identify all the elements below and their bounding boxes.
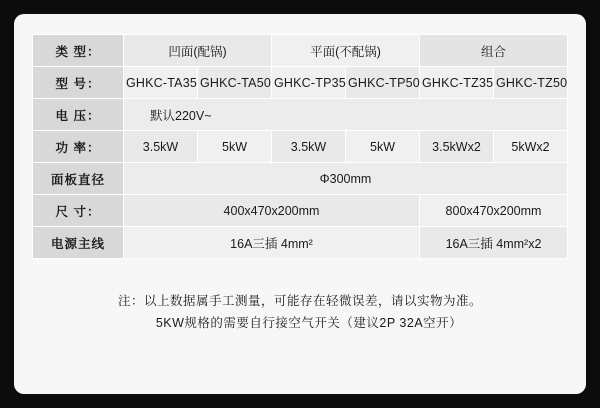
footnote-line-1: 注：以上数据属手工测量，可能存在轻微误差，请以实物为准。: [117, 294, 482, 308]
table-cell: 5kW: [346, 131, 420, 163]
row-label: 电 压：: [33, 99, 124, 131]
row-label: 尺 寸：: [33, 195, 124, 227]
table-cell: 默认220V~: [124, 99, 568, 131]
table-cell: GHKC-TZ50: [494, 67, 568, 99]
table-cell: 16A三插 4mm²: [124, 227, 420, 259]
table-row: [33, 67, 568, 99]
table-row: [33, 35, 568, 67]
table-cell: 组合: [420, 35, 568, 67]
table-cell: 800x470x200mm: [420, 195, 568, 227]
table-cell: GHKC-TP35: [272, 67, 346, 99]
footnote-block: [32, 290, 568, 334]
table-cell: 400x470x200mm: [124, 195, 420, 227]
table-cell: 3.5kW: [124, 131, 198, 163]
table-cell: 5kWx2: [494, 131, 568, 163]
row-label: 电源主线: [33, 227, 124, 259]
table-cell: GHKC-TA50: [198, 67, 272, 99]
spec-sheet-card: [14, 14, 586, 394]
specification-table: [32, 34, 568, 259]
table-cell: Φ300mm: [124, 163, 568, 195]
table-cell: 16A三插 4mm²x2: [420, 227, 568, 259]
table-row: [33, 131, 568, 163]
table-cell: GHKC-TP50: [346, 67, 420, 99]
footnote-line-2: 5KW规格的需要自行接空气开关（建议2P 32A空开）: [155, 316, 463, 330]
table-cell: 3.5kWx2: [420, 131, 494, 163]
table-cell: GHKC-TA35: [124, 67, 198, 99]
row-label: 型 号：: [33, 67, 124, 99]
table-row: [33, 163, 568, 195]
table-cell: 3.5kW: [272, 131, 346, 163]
table-row: [33, 227, 568, 259]
table-body: [33, 35, 568, 259]
table-row: [33, 99, 568, 131]
table-cell: 5kW: [198, 131, 272, 163]
table-cell: 平面(不配锅): [272, 35, 420, 67]
row-label: 功 率：: [33, 131, 124, 163]
table-cell: 凹面(配锅): [124, 35, 272, 67]
row-label: 类 型：: [33, 35, 124, 67]
row-label: 面板直径: [33, 163, 124, 195]
table-row: [33, 195, 568, 227]
table-cell: GHKC-TZ35: [420, 67, 494, 99]
